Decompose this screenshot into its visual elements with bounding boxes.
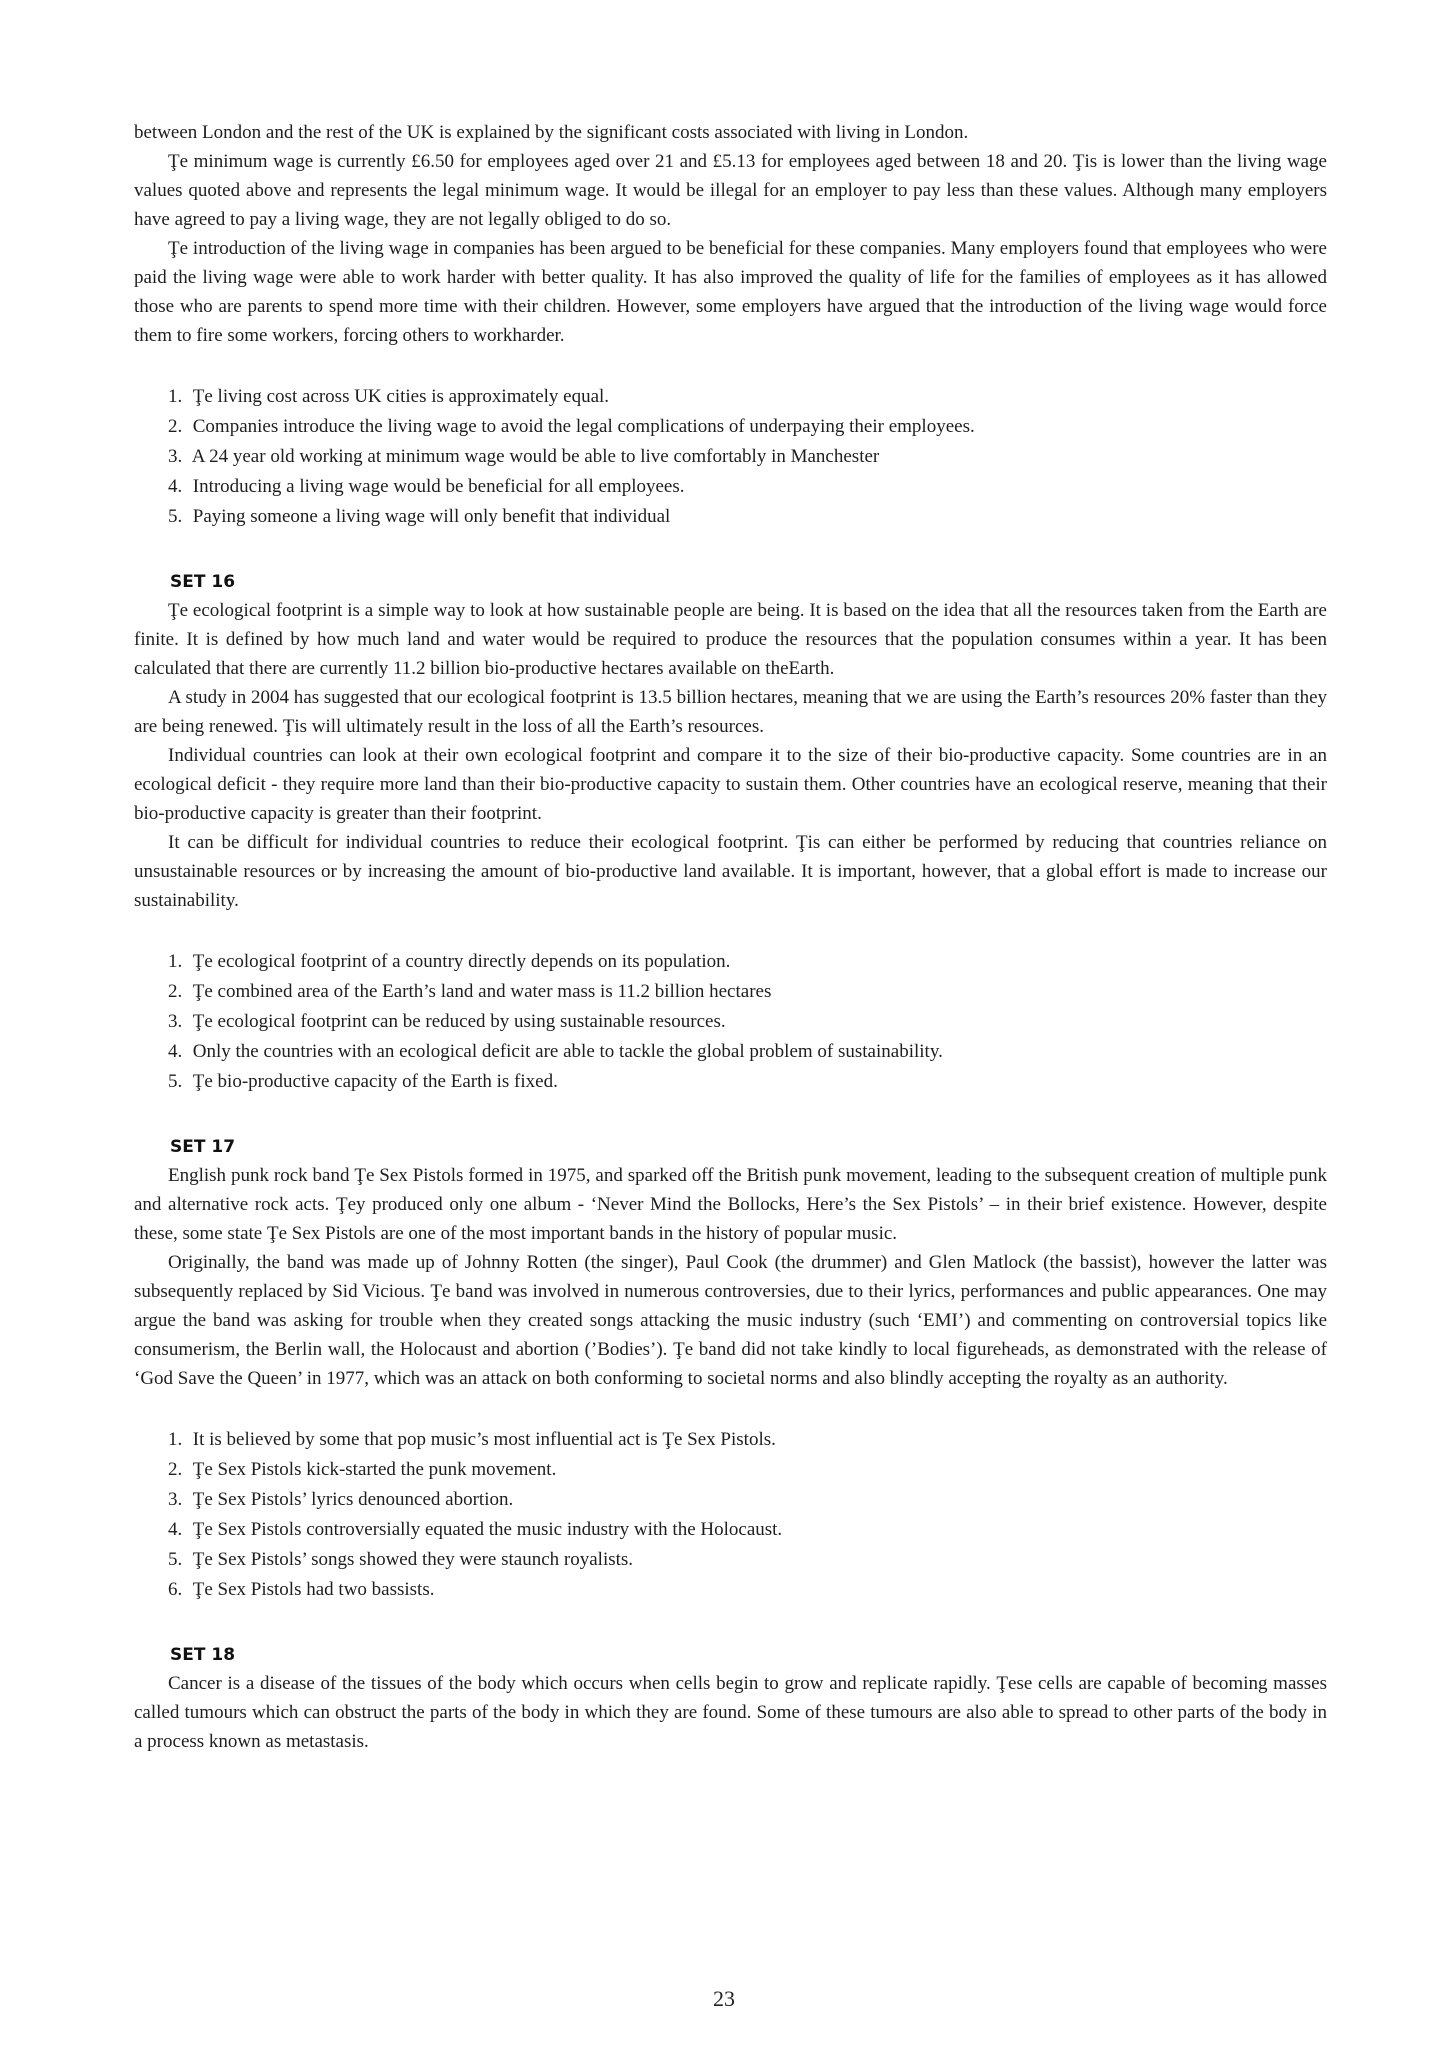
statement-text: It is believed by some that pop music’s most influential act is Ţe Sex Pistols. — [192, 1429, 776, 1450]
statement-text: Companies introduce the living wage to avoid the legal complications of underpaying their employees. — [192, 416, 975, 437]
statement-item — [134, 442, 1327, 472]
statement-number: 4. — [168, 1041, 183, 1062]
statement-text: Only the countries with an ecological deficit are able to tackle the global problem of sustainability. — [192, 1041, 943, 1062]
paragraph: Ţe introduction of the living wage in companies has been argued to be beneficial for these companies. Many employers found that employees who were paid the living wage were able to work harder with better quality. It has also improved the quality of life for the families of employees as it has allowed those who are parents to spend more time with their children. However, some employers have argued that the introduction of the living wage would force them to fire some workers, forcing others to workharder. — [134, 238, 1327, 346]
statement-number: 1. — [168, 386, 183, 407]
statement-item — [134, 1515, 1327, 1545]
set-16-section — [134, 570, 1327, 1097]
statement-number: 5. — [168, 1549, 183, 1570]
statement-list — [134, 947, 1327, 1097]
statement-text: Ţe combined area of the Earth’s land and water mass is 11.2 billion hectares — [192, 981, 772, 1002]
statement-item — [134, 1455, 1327, 1485]
statement-number: 3. — [168, 1489, 183, 1510]
intro-section — [134, 118, 1327, 532]
statement-item — [134, 1007, 1327, 1037]
set-heading: SET 17 — [170, 1137, 236, 1157]
statement-text: Ţe Sex Pistols kick-started the punk movement. — [192, 1459, 557, 1480]
statement-list — [134, 1425, 1327, 1605]
paragraph: Originally, the band was made up of Johnny Rotten (the singer), Paul Cook (the drummer) and Glen Matlock (the bassist), however the latter was subsequently replaced by Sid Vicious. Ţe band was involved in numerous controversies, due to their lyrics, performances and public appearances. One may argue the band was asking for trouble when they created songs attacking the music industry (such ‘EMI’) and commenting on controversial topics like consumerism, the Berlin wall, the Holocaust and abortion (’Bodies’). Ţe band did not take kindly to local figureheads, as demonstrated with the release of ‘God Save the Queen’ in 1977, which was an attack on both conforming to societal norms and also blindly accepting the royalty as an authority. — [134, 1252, 1327, 1389]
statement-number: 1. — [168, 951, 183, 972]
statement-text: Paying someone a living wage will only benefit that individual — [192, 506, 671, 527]
statement-number: 3. — [168, 1011, 183, 1032]
document-page — [134, 118, 1327, 1756]
statement-text: Ţe living cost across UK cities is approximately equal. — [192, 386, 610, 407]
statement-number: 5. — [168, 506, 183, 527]
statement-item — [134, 1067, 1327, 1097]
statement-text: Ţe bio-productive capacity of the Earth is fixed. — [192, 1071, 558, 1092]
statement-text: Ţe Sex Pistols’ lyrics denounced abortion. — [192, 1489, 514, 1510]
statement-item — [134, 502, 1327, 532]
paragraph: Ţe ecological footprint is a simple way to look at how sustainable people are being. It is based on the idea that all the resources taken from the Earth are finite. It is defined by how much land and water would be required to produce the resources that the population consumes within a year. It has been calculated that there are currently 11.2 billion bio-productive hectares available on theEarth. — [134, 600, 1327, 679]
statement-item — [134, 412, 1327, 442]
paragraph: It can be difficult for individual countries to reduce their ecological footprint. Ţis can either be performed by reducing that countries reliance on unsustainable resources or by increasing the amount of bio-productive land available. It is important, however, that a global effort is made to increase our sustainability. — [134, 832, 1327, 911]
statement-list — [134, 382, 1327, 532]
statement-number: 4. — [168, 476, 183, 497]
statement-number: 5. — [168, 1071, 183, 1092]
set-heading: SET 16 — [170, 572, 236, 592]
statement-text: Introducing a living wage would be beneficial for all employees. — [192, 476, 685, 497]
statement-text: Ţe ecological footprint of a country directly depends on its population. — [192, 951, 731, 972]
statement-number: 2. — [168, 1459, 183, 1480]
set-18-section — [134, 1643, 1327, 1756]
statement-text: Ţe ecological footprint can be reduced by using sustainable resources. — [192, 1011, 726, 1032]
statement-item — [134, 382, 1327, 412]
statement-item — [134, 1425, 1327, 1455]
statement-text: Ţe Sex Pistols had two bassists. — [192, 1579, 435, 1600]
set-17-section — [134, 1135, 1327, 1605]
page-number: 23 — [713, 1986, 735, 2011]
paragraph: A study in 2004 has suggested that our ecological footprint is 13.5 billion hectares, meaning that we are using the Earth’s resources 20% faster than they are being renewed. Ţis will ultimately result in the loss of all the Earth’s resources. — [134, 687, 1327, 737]
statement-item — [134, 1485, 1327, 1515]
paragraph: Cancer is a disease of the tissues of the body which occurs when cells begin to grow and replicate rapidly. Ţese cells are capable of becoming masses called tumours which can obstruct the parts of the body in which they are found. Some of these tumours are also able to spread to other parts of the body in a process known as metastasis. — [134, 1673, 1327, 1752]
statement-item — [134, 977, 1327, 1007]
paragraph: Individual countries can look at their own ecological footprint and compare it to the size of their bio-productive capacity. Some countries are in an ecological deficit - they require more land than their bio-productive capacity to sustain them. Other countries have an ecological reserve, meaning that their bio-productive capacity is greater than their footprint. — [134, 745, 1327, 824]
paragraph: English punk rock band Ţe Sex Pistols formed in 1975, and sparked off the British punk movement, leading to the subsequent creation of multiple punk and alternative rock acts. Ţey produced only one album - ‘Never Mind the Bollocks, Here’s the Sex Pistols’ – in their brief existence. However, despite these, some state Ţe Sex Pistols are one of the most important bands in the history of popular music. — [134, 1165, 1327, 1244]
set-heading: SET 18 — [170, 1645, 236, 1665]
statement-item — [134, 1575, 1327, 1605]
paragraph: between London and the rest of the UK is explained by the significant costs associated with living in London. — [134, 122, 969, 143]
statement-item — [134, 472, 1327, 502]
statement-item — [134, 1545, 1327, 1575]
statement-number: 2. — [168, 416, 183, 437]
statement-number: 6. — [168, 1579, 183, 1600]
paragraph: Ţe minimum wage is currently £6.50 for employees aged over 21 and £5.13 for employees aged between 18 and 20. Ţis is lower than the living wage values quoted above and represents the legal minimum wage. It would be illegal for an employer to pay less than these values. Although many employers have agreed to pay a living wage, they are not legally obliged to do so. — [134, 151, 1327, 230]
statement-number: 4. — [168, 1519, 183, 1540]
statement-text: Ţe Sex Pistols controversially equated the music industry with the Holocaust. — [192, 1519, 783, 1540]
statement-item — [134, 1037, 1327, 1067]
statement-number: 2. — [168, 981, 183, 1002]
statement-item — [134, 947, 1327, 977]
statement-number: 3. — [168, 446, 183, 467]
statement-number: 1. — [168, 1429, 183, 1450]
statement-text: Ţe Sex Pistols’ songs showed they were staunch royalists. — [192, 1549, 634, 1570]
statement-text: A 24 year old working at minimum wage would be able to live comfortably in Manchester — [191, 446, 880, 467]
